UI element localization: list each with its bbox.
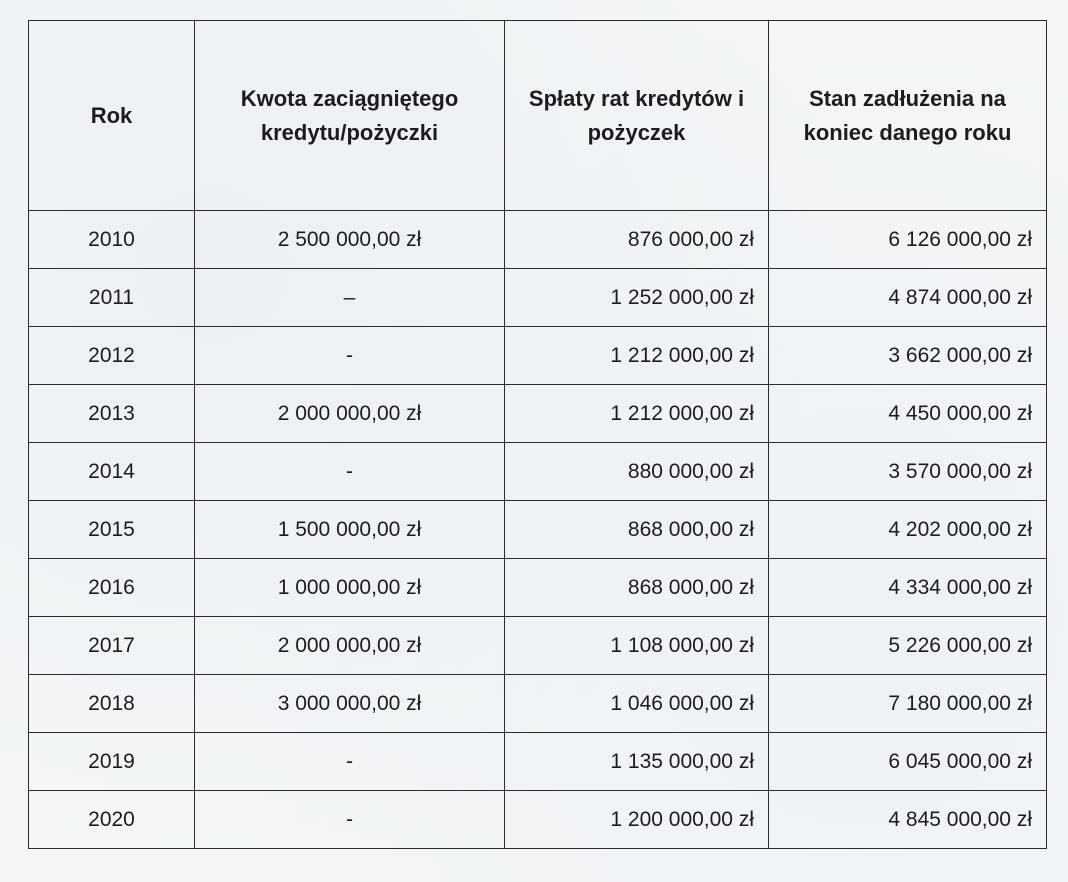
cell-kwota: 3 000 000,00 zł — [195, 675, 505, 733]
header-stan: Stan zadłużenia na koniec danego roku — [769, 21, 1047, 211]
cell-stan: 3 570 000,00 zł — [769, 443, 1047, 501]
cell-rok: 2015 — [29, 501, 195, 559]
cell-splaty: 876 000,00 zł — [505, 211, 769, 269]
cell-stan: 4 845 000,00 zł — [769, 791, 1047, 849]
cell-splaty: 1 252 000,00 zł — [505, 269, 769, 327]
cell-rok: 2017 — [29, 617, 195, 675]
cell-kwota: - — [195, 733, 505, 791]
cell-kwota: 1 500 000,00 zł — [195, 501, 505, 559]
table-row — [29, 617, 1047, 675]
table-row — [29, 501, 1047, 559]
table-row — [29, 385, 1047, 443]
table-row — [29, 443, 1047, 501]
cell-splaty: 868 000,00 zł — [505, 501, 769, 559]
table-row — [29, 211, 1047, 269]
header-splaty: Spłaty rat kredytów i pożyczek — [505, 21, 769, 211]
cell-kwota: - — [195, 327, 505, 385]
header-kwota: Kwota zaciągniętego kredytu/pożyczki — [195, 21, 505, 211]
cell-stan: 6 045 000,00 zł — [769, 733, 1047, 791]
cell-rok: 2013 — [29, 385, 195, 443]
table-row — [29, 559, 1047, 617]
cell-splaty: 1 212 000,00 zł — [505, 385, 769, 443]
cell-kwota: 2 000 000,00 zł — [195, 385, 505, 443]
header-row — [29, 21, 1047, 211]
cell-stan: 4 202 000,00 zł — [769, 501, 1047, 559]
cell-stan: 4 874 000,00 zł — [769, 269, 1047, 327]
cell-kwota: – — [195, 269, 505, 327]
cell-splaty: 868 000,00 zł — [505, 559, 769, 617]
table-row — [29, 269, 1047, 327]
cell-stan: 6 126 000,00 zł — [769, 211, 1047, 269]
header-rok: Rok — [29, 21, 195, 211]
cell-splaty: 1 212 000,00 zł — [505, 327, 769, 385]
table-row — [29, 733, 1047, 791]
cell-kwota: - — [195, 443, 505, 501]
cell-rok: 2018 — [29, 675, 195, 733]
cell-stan: 3 662 000,00 zł — [769, 327, 1047, 385]
table-row — [29, 675, 1047, 733]
cell-rok: 2016 — [29, 559, 195, 617]
cell-splaty: 1 200 000,00 zł — [505, 791, 769, 849]
cell-stan: 7 180 000,00 zł — [769, 675, 1047, 733]
cell-rok: 2020 — [29, 791, 195, 849]
debt-table — [28, 20, 1047, 849]
cell-splaty: 880 000,00 zł — [505, 443, 769, 501]
cell-stan: 4 450 000,00 zł — [769, 385, 1047, 443]
cell-splaty: 1 108 000,00 zł — [505, 617, 769, 675]
cell-splaty: 1 046 000,00 zł — [505, 675, 769, 733]
cell-rok: 2011 — [29, 269, 195, 327]
cell-kwota: 2 000 000,00 zł — [195, 617, 505, 675]
cell-splaty: 1 135 000,00 zł — [505, 733, 769, 791]
cell-kwota: 1 000 000,00 zł — [195, 559, 505, 617]
table-header — [29, 21, 1047, 211]
table-row — [29, 791, 1047, 849]
cell-rok: 2010 — [29, 211, 195, 269]
cell-rok: 2014 — [29, 443, 195, 501]
cell-rok: 2012 — [29, 327, 195, 385]
cell-kwota: - — [195, 791, 505, 849]
cell-kwota: 2 500 000,00 zł — [195, 211, 505, 269]
cell-rok: 2019 — [29, 733, 195, 791]
table-row — [29, 327, 1047, 385]
cell-stan: 4 334 000,00 zł — [769, 559, 1047, 617]
table-body — [29, 211, 1047, 849]
cell-stan: 5 226 000,00 zł — [769, 617, 1047, 675]
